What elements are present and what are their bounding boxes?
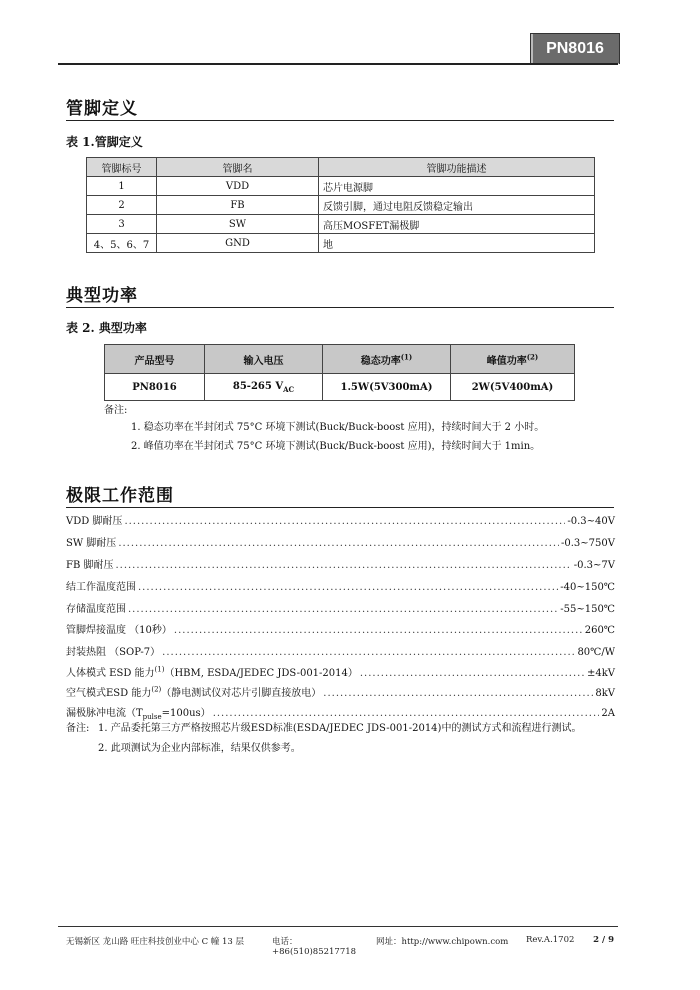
spec-row — [66, 556, 615, 570]
spec-row — [66, 621, 615, 635]
pin-name: FB — [157, 196, 319, 215]
header-rule — [58, 63, 618, 65]
pin-description: 反馈引脚，通过电阻反馈稳定输出 — [319, 196, 595, 215]
spec-row — [66, 534, 615, 548]
spec-value: -0.3~750V — [561, 538, 615, 549]
pin-name: SW — [157, 215, 319, 234]
table-row — [87, 196, 595, 215]
pin-description: 芯片电源脚 — [319, 177, 595, 196]
pin-definition-title: 管脚定义 — [66, 94, 614, 121]
company-phone: 电话：+86(510)85217718 — [272, 937, 357, 957]
page-footer — [66, 935, 614, 957]
column-header: 稳态功率$^{(1)}$ — [323, 345, 451, 374]
spec-value: -0.3~7V — [573, 560, 615, 571]
spec-row — [66, 600, 615, 614]
spec-value: 260℃ — [584, 625, 615, 636]
limits-notes-label: 备注: — [66, 723, 90, 734]
table-row — [87, 234, 595, 253]
column-header: 管脚功能描述 — [319, 158, 595, 177]
spec-value: -0.3~40V — [567, 516, 615, 527]
document-revision: Rev.A.1702 — [526, 935, 575, 945]
spec-label: 管脚焊接温度 （10秒） — [66, 625, 172, 636]
pin-table-caption: 表 1.管脚定义 — [66, 135, 143, 149]
pin-name: VDD — [157, 177, 319, 196]
pin-description: 高压MOSFET漏极脚 — [319, 215, 595, 234]
limits-note: 1. 产品委托第三方严格按照芯片级ESD标准(ESDA/JEDEC JDS-001-2014)中的测试方式和流程进行测试。 — [98, 723, 582, 734]
spec-label: 封装热阻 （SOP-7） — [66, 647, 161, 658]
pin-number: 3 — [87, 215, 157, 234]
company-address: 无锡新区 龙山路 旺庄科技创业中心 C 幢 13 层 — [66, 937, 245, 947]
typical-power-table — [104, 344, 575, 401]
pin-definition-table — [86, 157, 595, 253]
steady-power: 1.5W(5V300mA) — [323, 374, 451, 401]
column-header: 管脚标号 — [87, 158, 157, 177]
spec-value: 80℃/W — [577, 647, 615, 658]
product-model: PN8016 — [105, 374, 205, 401]
pin-number: 1 — [87, 177, 157, 196]
spec-label: 存储温度范围 — [66, 604, 126, 615]
power-notes-label: 备注: — [104, 405, 128, 416]
typical-power-title: 典型功率 — [66, 281, 614, 308]
table-row — [87, 215, 595, 234]
peak-power: 2W(5V400mA) — [451, 374, 575, 401]
input-voltage: 85-265 $V_{AC}$ — [205, 374, 323, 401]
spec-label: VDD 脚耐压 — [66, 516, 123, 527]
limits-note: 2. 此项测试为企业内部标准，结果仅供参考。 — [98, 743, 301, 754]
pin-number: 4、5、6、7 — [87, 234, 157, 253]
spec-row — [66, 704, 615, 721]
spec-value: -55~150℃ — [560, 604, 615, 615]
part-number-badge — [530, 33, 620, 64]
table-row — [105, 374, 575, 401]
pin-number: 2 — [87, 196, 157, 215]
spec-row — [66, 578, 615, 592]
spec-value: ±4kV — [586, 668, 615, 679]
spec-row — [66, 643, 615, 657]
spec-label: 漏极脉冲电流$(T_{pulse}=100us)$ — [66, 708, 211, 721]
column-header: 产品型号 — [105, 345, 205, 374]
spec-label: SW 脚耐压 — [66, 538, 117, 549]
power-note: 1. 稳态功率在半封闭式 75°C 环境下测试(Buck/Buck-boost 应用)，持续时间大于 2 小时。 — [131, 422, 545, 433]
column-header: 管脚名 — [157, 158, 319, 177]
spec-value: -40~150℃ — [560, 582, 615, 593]
page-number: 2 / 9 — [593, 935, 614, 945]
spec-value: 2A — [601, 708, 615, 719]
spec-value: 8kV — [595, 688, 615, 699]
spec-label: FB 脚耐压 — [66, 560, 114, 571]
spec-label: 结工作温度范围 — [66, 582, 136, 593]
pin-name: GND — [157, 234, 319, 253]
column-header: 峰值功率$^{(2)}$ — [451, 345, 575, 374]
spec-row — [66, 684, 615, 698]
table-row — [87, 177, 595, 196]
pin-description: 地 — [319, 234, 595, 253]
spec-label: 人体模式 ESD 能力$^{(1)}$（HBM, ESDA/JEDEC JDS-001-2014） — [66, 665, 358, 679]
power-table-caption: 表 2. 典型功率 — [66, 321, 147, 335]
company-website: 网址：http://www.chipown.com — [376, 937, 509, 947]
footer-rule — [58, 926, 618, 927]
spec-row — [66, 664, 615, 678]
absolute-limits-title: 极限工作范围 — [66, 481, 614, 508]
column-header: 输入电压 — [205, 345, 323, 374]
spec-label: 空气模式ESD 能力$^{(2)}$（静电测试仪对芯片引脚直接放电） — [66, 685, 322, 699]
part-number: PN8016 — [546, 40, 604, 57]
power-note: 2. 峰值功率在半封闭式 75°C 环境下测试(Buck/Buck-boost 应用)，持续时间大于 1min。 — [131, 441, 541, 452]
spec-row — [66, 512, 615, 526]
